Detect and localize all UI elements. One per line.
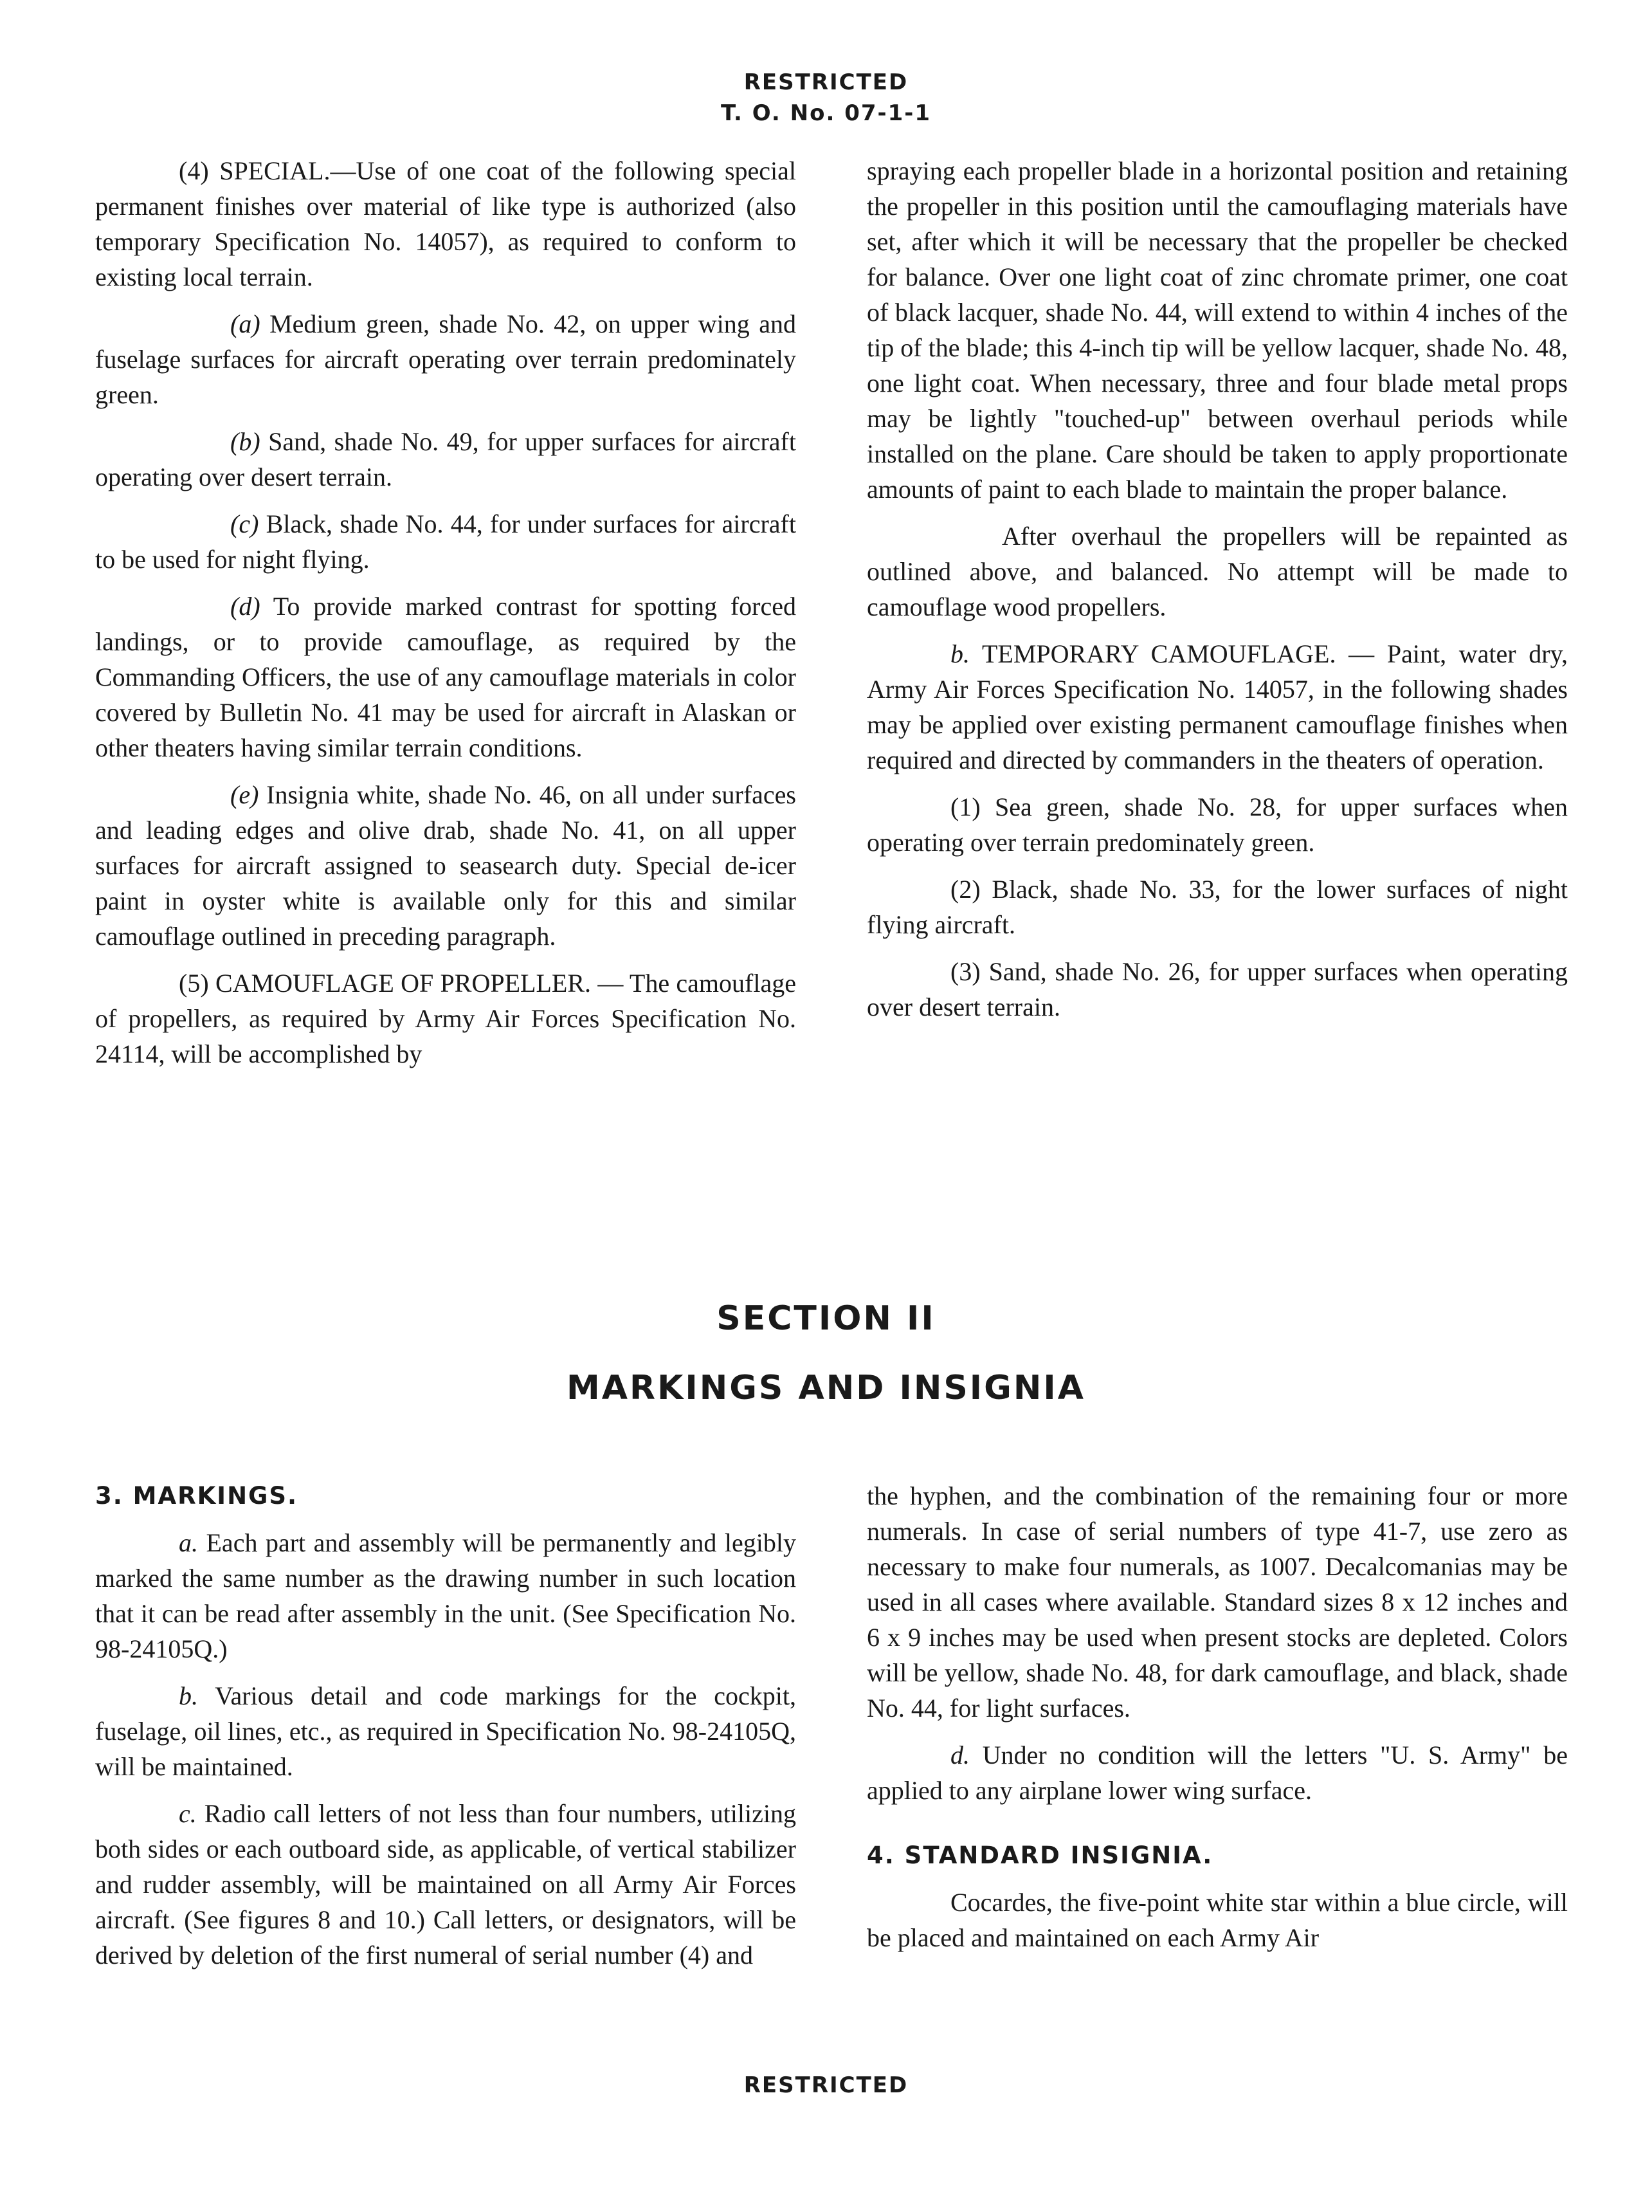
- paragraph-camouflage-propeller: (5) CAMOUFLAGE OF PROPELLER. — The camouflage of propellers, as required by Army Air Forces Specification No. 24114, will be accomplished by: [95, 969, 796, 1068]
- header-order-number: T. O. No. 07-1-1: [720, 100, 932, 126]
- paragraph-markings-d: [867, 1737, 1568, 1808]
- paragraph-a: [95, 306, 796, 412]
- label-e: (e): [230, 780, 259, 809]
- bottom-right-column: [867, 1478, 1568, 1967]
- text-b: Sand, shade No. 49, for upper surfaces for aircraft operating over desert terrain.: [95, 427, 796, 491]
- paragraph-cocardes: Cocardes, the five-point white star within a blue circle, will be placed and maintained on each Army Air: [867, 1888, 1568, 1952]
- section-title: MARKINGS AND INSIGNIA: [567, 1369, 1085, 1407]
- paragraph-temporary-camouflage: [867, 636, 1568, 778]
- label-markings-a: a.: [179, 1528, 198, 1557]
- paragraph-e: [95, 777, 796, 954]
- bottom-left-column: [95, 1478, 796, 1984]
- paragraph-special: (4) SPECIAL.—Use of one coat of the following special permanent finishes over material of like type is authorized (also temporary Specification No. 14057), as required to conform to existing local terrain.: [95, 156, 796, 291]
- text-markings-b: Various detail and code markings for the cockpit, fuselage, oil lines, etc., as required in Specification No. 98-24105Q, will be maintained.: [95, 1681, 796, 1781]
- paragraph-markings-a: [95, 1525, 796, 1667]
- paragraph-markings-b: [95, 1678, 796, 1784]
- label-d: (d): [230, 592, 260, 621]
- paragraph-sand: (3) Sand, shade No. 26, for upper surfaces when operating over desert terrain.: [867, 957, 1568, 1021]
- header-classification: RESTRICTED: [743, 69, 909, 95]
- heading-standard-insignia: 4. STANDARD INSIGNIA.: [867, 1842, 1213, 1869]
- paragraph-sea-green: (1) Sea green, shade No. 28, for upper surfaces when operating over terrain predominately green.: [867, 792, 1568, 857]
- text-markings-d: Under no condition will the letters "U. S. Army" be applied to any airplane lower wing surface.: [867, 1741, 1568, 1805]
- text-c: Black, shade No. 44, for under surfaces for aircraft to be used for night flying.: [95, 509, 796, 574]
- heading-markings: 3. MARKINGS.: [95, 1482, 298, 1510]
- text-markings-c: Radio call letters of not less than four numbers, utilizing both sides or each outboard side, as applicable, of vertical stabilizer and rudder assembly, will be maintained on all Army Air Forces aircraft. (See figures 8 and 10.) Call letters, or designators, will be derived by deletion of the first numeral of serial number (4) and: [95, 1799, 796, 1970]
- label-markings-d: d.: [950, 1741, 970, 1769]
- paragraph-c: [95, 506, 796, 577]
- text-b-temp: TEMPORARY CAMOUFLAGE. — Paint, water dry, Army Air Forces Specification No. 14057, in the following shades may be applied over existing permanent camouflage finishes when required and directed by commanders in the theaters of operation.: [867, 639, 1568, 774]
- label-a: (a): [230, 309, 260, 338]
- paragraph-propeller-continued: spraying each propeller blade in a horizontal position and retaining the propeller in this position until the camouflaging materials have set, after which it will be necessary that the propeller be checked for balance. Over one light coat of zinc chromate primer, one coat of black lacquer, shade No. 44, will extend to within 4 inches of the tip of the blade; this 4-inch tip will be yellow lacquer, shade No. 48, one light coat. When necessary, three and four blade metal props may be lightly "touched-up" between overhaul periods while installed on the plane. Care should be taken to apply proportionate amounts of paint to each blade to maintain the proper balance.: [867, 156, 1568, 504]
- paragraph-markings-c: [95, 1796, 796, 1973]
- paragraph-black: (2) Black, shade No. 33, for the lower surfaces of night flying aircraft.: [867, 875, 1568, 939]
- paragraph-b: [95, 424, 796, 495]
- footer-classification: RESTRICTED: [743, 2072, 909, 2098]
- label-markings-c: c.: [179, 1799, 197, 1828]
- text-d: To provide marked contrast for spotting forced landings, or to provide camouflage, as required by the Commanding Officers, the use of any camouflage materials in color covered by Bulletin No. 41 may be used for aircraft in Alaskan or other theaters having similar terrain conditions.: [95, 592, 796, 762]
- text-markings-a: Each part and assembly will be permanently and legibly marked the same number as the drawing number in such location that it can be read after assembly in the unit. (See Specification No. 98-24105Q.): [95, 1528, 796, 1663]
- label-b: (b): [230, 427, 260, 456]
- paragraph-d: [95, 589, 796, 765]
- label-markings-b: b.: [179, 1681, 198, 1710]
- label-b-temp: b.: [950, 639, 970, 668]
- text-e: Insignia white, shade No. 46, on all under surfaces and leading edges and olive drab, shade No. 41, on all upper surfaces for aircraft assigned to seasearch duty. Special de-icer paint in oyster white is available only for this and similar camouflage outlined in preceding paragraph.: [95, 780, 796, 951]
- label-c: (c): [230, 509, 259, 538]
- top-left-column: [95, 153, 796, 1083]
- section-number: SECTION II: [716, 1299, 936, 1338]
- paragraph-after-overhaul: After overhaul the propellers will be repainted as outlined above, and balanced. No attempt will be made to camouflage wood propellers.: [867, 522, 1568, 621]
- paragraph-markings-continued: the hyphen, and the combination of the remaining four or more numerals. In case of serial numbers of type 41-7, use zero as necessary to make four numerals, as 1007. Decalcomanias may be used in all cases where available. Standard sizes 8 x 12 inches and 6 x 9 inches may be used when present stocks are depleted. Colors will be yellow, shade No. 48, for dark camouflage, and black, shade No. 44, for light surfaces.: [867, 1481, 1568, 1723]
- text-a: Medium green, shade No. 42, on upper wing and fuselage surfaces for aircraft operating over terrain predominately green.: [95, 309, 796, 409]
- top-right-column: [867, 153, 1568, 1036]
